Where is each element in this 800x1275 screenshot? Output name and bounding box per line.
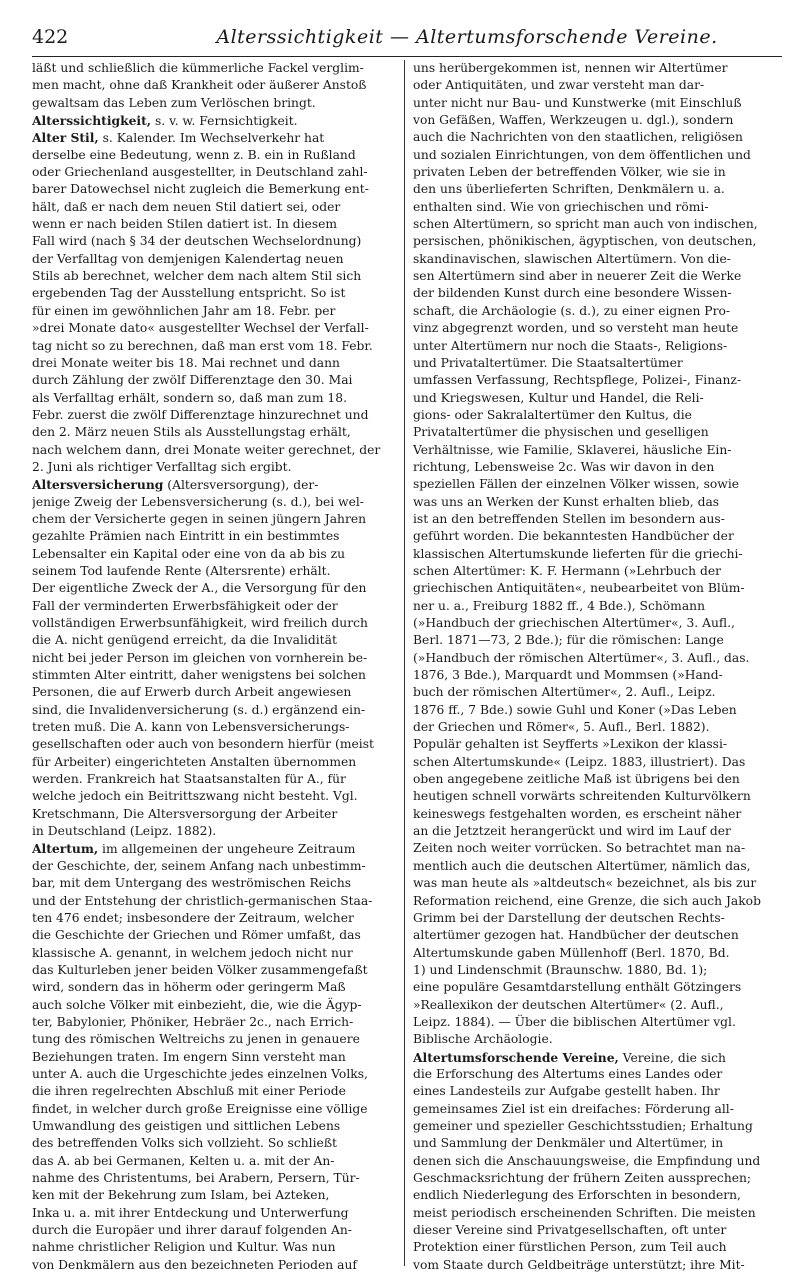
text-line [32,390,400,407]
line-text: Inka u. a. mit ihrer Entdeckung und Unterwerfung [32,1205,349,1220]
line-text: altertümer gezogen hat. Handbücher der deutschen [413,928,739,943]
line-text: seinem Tod laufende Rente (Altersrente) erhält. [32,563,331,578]
text-line [32,147,400,164]
line-text: durch Zählung der zwölf Differenztage den 30. Mai [32,373,353,388]
text-line [413,233,781,250]
text-line [32,1170,400,1187]
text-line [32,303,400,320]
line-text: wenn er nach beiden Stilen datiert ist. In diesem [32,217,338,232]
entry-headword: Altertumsforschende Vereine, [413,1049,619,1065]
line-text: chem der Versicherte gegen in seinen jüngern Jahren [32,511,367,526]
text-line [413,979,781,996]
text-line [413,615,781,632]
text-line [413,563,781,580]
line-text: Protektion einer fürstlichen Person, zum Teil auch [413,1240,727,1255]
text-line [413,997,781,1014]
text-line [413,598,781,615]
text-line [413,580,781,597]
text-line [413,77,781,94]
text-line [32,806,400,823]
text-line [413,1031,781,1048]
text-line [413,181,781,198]
line-text: Geschmacksrichtung der frühern Zeiten aussprechen; [413,1171,752,1185]
text-line [413,650,781,667]
text-line [413,320,781,337]
text-line [32,754,400,771]
text-line [413,129,781,146]
line-text: oder Antiquitäten, und zwar versteht man dar- [413,78,705,93]
text-line [413,390,781,407]
text-line [32,1205,400,1222]
line-text: geführt worden. Die bekanntesten Handbücher der [413,529,734,544]
text-line [32,320,400,337]
text-line [413,1205,781,1222]
text-line [32,927,400,944]
text-line [32,407,400,424]
text-line [32,788,400,805]
line-text: schaft, die Archäologie (s. d.), zu einer eignen Pro- [413,303,731,318]
text-line [413,338,781,355]
text-line [32,355,400,372]
entry-headword: Altersversicherung [32,477,164,493]
line-text: ten 476 endet; insbesondere der Zeitraum, welcher [32,910,354,925]
line-text: die Erforschung des Altertums eines Landes oder [413,1066,723,1081]
line-text: ter, Babylonier, Phöniker, Hebräer 2c., nach Errich- [32,1014,354,1029]
line-text: der Griechen und Römer«, 5. Aufl., Berl. 1882). [413,720,710,735]
text-line [32,60,400,77]
text-line [413,1153,781,1170]
text-line [32,598,400,615]
text-line [32,1153,400,1170]
line-text: Personen, die auf Erwerb durch Arbeit angewiesen [32,685,352,700]
line-text: in Deutschland (Leipz. 1882). [32,824,217,839]
text-line [32,442,400,459]
text-line [32,823,400,840]
line-text: Verhältnisse, wie Familie, Sklaverei, häusliche Ein- [413,442,732,457]
line-text: ergebenden Tag der Ausstellung entspricht. So ist [32,286,346,301]
text-line [32,702,400,719]
text-line [32,528,400,545]
text-line [32,268,400,285]
text-line [413,216,781,233]
text-line [32,476,400,493]
line-text: und der Entstehung der christlich-germanischen Staa- [32,893,373,908]
text-line [32,181,400,198]
text-line [413,494,781,511]
line-text: barer Datowechsel nicht zugleich die Bemerkung ent- [32,182,369,197]
line-text: Fall der verminderten Erwerbsfähigkeit oder der [32,598,338,613]
line-text: als Verfalltag erhält, sondern so, daß man zum 18. [32,390,347,405]
line-text: ist an den betreffenden Stellen im besondern aus- [413,511,725,526]
line-text: persischen, phönikischen, ägyptischen, von deutschen, [413,234,757,249]
line-text: Umwandlung des geistigen und sittlichen Lebens [32,1118,341,1133]
line-text: derselbe eine Bedeutung, wenn z. B. ein in Rußland [32,147,356,162]
line-text: s. Kalender. Im Wechselverkehr hat [98,131,325,146]
text-line [413,945,781,962]
line-text: den uns überlieferten Schriften, Denkmälern u. a. [413,182,725,197]
text-line [413,199,781,216]
text-line [32,164,400,181]
line-text: Vereine, die sich [618,1050,726,1065]
text-line [413,858,781,875]
line-text: was uns an Werken der Kunst erhalten blieb, das [413,494,720,509]
line-text: 1) und Lindenschmit (Braunschw. 1880, Bd. 1); [413,962,708,977]
line-text: läßt und schließlich die kümmerliche Fackel verglim- [32,61,364,75]
line-text: Berl. 1871—73, 2 Bde.); für die römischen: Lange [413,633,724,648]
line-text: vom Staate durch Geldbeiträge unterstützt; ihre Mit- [413,1257,745,1272]
text-line [413,546,781,563]
text-line [413,1257,781,1274]
line-text: Beziehungen traten. Im engern Sinn versteht man [32,1049,346,1064]
text-line [32,199,400,216]
text-line [413,407,781,424]
text-line [413,840,781,857]
line-text: schen Altertümern, so spricht man auch von indischen, [413,217,758,232]
line-text: findet, in welcher durch große Ereignisse eine völlige [32,1101,368,1116]
line-text: men macht, ohne daß Krankheit oder äußerer Anstoß [32,78,367,93]
line-text: Biblische Archäologie. [413,1032,553,1047]
text-line [413,1239,781,1256]
line-text: nahme des Christentums, bei Arabern, Persern, Tür- [32,1171,360,1185]
text-line [413,754,781,771]
line-text: sind, die Invalidenversicherung (s. d.) ergänzend ein- [32,702,366,717]
text-line [32,893,400,910]
line-text: Kretschmann, Die Altersversorgung der Arbeiter [32,806,338,821]
line-text: bar, mit dem Untergang des weströmischen Reichs [32,876,352,891]
text-line [32,1187,400,1204]
line-text: auch die Nachrichten von den staatlichen, religiösen [413,130,743,145]
line-text: die ihren regelrechten Abschluß mit einer Periode [32,1084,346,1099]
line-text: ken mit der Bekehrung zum Islam, bei Azteken, [32,1188,330,1203]
text-line [32,563,400,580]
text-line [413,1135,781,1152]
line-text: 2. Juni als richtiger Verfalltag sich ergibt. [32,459,292,474]
text-line [32,1049,400,1066]
line-text: durch die Europäer und ihrer darauf folgenden An- [32,1223,352,1238]
text-line [32,997,400,1014]
text-line [32,1066,400,1083]
text-line [413,355,781,372]
text-line [32,684,400,701]
line-text: oder Griechenland ausgestellter, in Deutschland zahl- [32,165,368,180]
line-text: was man heute als »altdeutsch« bezeichnet, als bis zur [413,876,757,891]
line-text: klassischen Altertumskunde lieferten für die griechi- [413,546,743,561]
line-text: gezahlte Prämien nach Eintritt in ein bestimmtes [32,529,340,544]
text-line [32,338,400,355]
text-line [32,667,400,684]
line-text: s. v. w. Fernsichtigkeit. [151,114,298,129]
line-text: heutigen schnell vorwärts schreitenden Kulturvölkern [413,789,751,804]
text-line [413,1101,781,1118]
text-line [413,372,781,389]
text-line [413,95,781,112]
line-text: auch solche Völker mit einbezieht, die, wie die Ägyp- [32,997,362,1012]
line-text: ner u. a., Freiburg 1882 ff., 4 Bde.), Schömann [413,598,705,613]
line-text: tung des römischen Weltreichs zu jenen in genauere [32,1032,360,1047]
line-text: nach welchem dann, drei Monate weiter gerechnet, der [32,442,381,457]
line-text: und Sammlung der Denkmäler und Altertümer, in [413,1136,724,1151]
line-text: werden. Frankreich hat Staatsanstalten für A., für [32,772,346,787]
line-text: der bildenden Kunst durch eine besondere Wissen- [413,286,732,301]
line-text: schen Altertumskunde« (Leipz. 1883, illustriert). Das [413,754,746,769]
line-text: nahme christlicher Religion und Kultur. Was nun [32,1240,336,1255]
line-text: gesellschaften oder auch von besondern hierfür (meist [32,737,374,752]
line-text: stimmten Alter eintritt, daher wenigstens bei solchen [32,668,366,683]
line-text: keineswegs festgehalten worden, es erscheint näher [413,806,742,821]
line-text: mentlich auch die deutschen Altertümer, nämlich das, [413,858,751,873]
line-text: gemeiner und spezieller Geschichtsstudien; Erhaltung [413,1118,753,1133]
line-text: 1876 ff., 7 Bde.) sowie Guhl und Koner (»Das Leben [413,702,737,717]
text-line [32,233,400,250]
text-line [413,528,781,545]
line-text: drei Monate weiter bis 18. Mai rechnet und dann [32,355,340,370]
text-line [413,702,781,719]
text-line [413,910,781,927]
line-text: klassische A. genannt, in welchem jedoch nicht nur [32,945,353,960]
line-text: (»Handbuch der griechischen Altertümer«, 3. Aufl., [413,616,735,630]
line-text: »drei Monate dato« ausgestellter Wechsel der Verfall- [32,321,369,336]
line-text: die Geschichte der Griechen und Römer umfaßt, das [32,928,361,943]
line-text: Febr. zuerst die zwölf Differenztage hinzurechnet und [32,407,369,422]
text-line [413,823,781,840]
text-line [413,962,781,979]
text-line [413,1066,781,1083]
line-text: privaten Leben der betreffenden Völker, wie sie in [413,165,726,180]
line-text: treten muß. Die A. kann von Lebensversicherungs- [32,720,350,735]
line-text: Grimm bei der Darstellung der deutschen Rechts- [413,910,725,925]
line-text: Populär gehalten ist Seyfferts »Lexikon der klassi- [413,737,728,752]
line-text: Stils ab berechnet, welcher dem nach altem Stil sich [32,269,362,284]
text-line [32,615,400,632]
text-line [32,858,400,875]
entry-headword: Alter Stil, [32,130,99,146]
line-text: für einen im gewöhnlichen Jahr am 18. Febr. per [32,303,336,318]
running-head: Alterssichtigkeit — Altertumsforschende Vereine. [216,26,718,48]
line-text: Zeiten noch weiter vorrücken. So betrachtet man na- [413,841,746,856]
line-text: vollständigen Erwerbsunfähigkeit, wird freilich durch [32,616,368,630]
line-text: Lebensalter ein Kapital oder eine von da ab bis zu [32,546,346,561]
line-text: von Gefäßen, Waffen, Werkzeugen u. dgl.), sondern [413,113,734,128]
text-line [32,1083,400,1100]
text-line [32,840,400,857]
text-line [32,1135,400,1152]
line-text: Der eigentliche Zweck der A., die Versorgung für den [32,581,367,596]
text-line [413,268,781,285]
line-text: des betreffenden Volks sich vollzieht. So schließt [32,1136,337,1151]
page-header [32,22,780,52]
line-text: speziellen Fällen der einzelnen Völker wissen, sowie [413,477,740,492]
line-text: eine populäre Gesamtdarstellung enthält Götzingers [413,980,742,995]
line-text: »Reallexikon der deutschen Altertümer« (2. Aufl., [413,997,724,1012]
line-text: den 2. März neuen Stils als Ausstellungstag erhält, [32,425,351,440]
text-line [32,1222,400,1239]
text-line [32,771,400,788]
line-text: vinz abgegrenzt worden, und so versteht man heute [413,321,739,336]
text-line [32,910,400,927]
line-text: welche jedoch ein Beitrittszwang nicht besteht. Vgl. [32,789,358,804]
text-line [413,667,781,684]
line-text: der Geschichte, der, seinem Anfang nach unbestimm- [32,858,366,873]
line-text: das A. ab bei Germanen, Kelten u. a. mit der An- [32,1153,335,1168]
text-line [413,1118,781,1135]
line-text: richtung, Lebensweise 2c. Was wir davon in den [413,459,715,474]
text-line [32,77,400,94]
text-line [32,285,400,302]
line-text: buch der römischen Altertümer«, 2. Aufl., Leipz. [413,685,716,700]
line-text: Fall wird (nach § 34 der deutschen Wechselordnung) [32,234,362,249]
text-line [32,459,400,476]
line-text: schen Altertümer: K. F. Hermann (»Lehrbuch der [413,563,722,578]
text-line [32,979,400,996]
text-line [413,285,781,302]
text-line [32,511,400,528]
line-text: und Kriegswesen, Kultur und Handel, die Reli- [413,390,704,405]
text-line [413,788,781,805]
text-line [413,459,781,476]
text-line [32,546,400,563]
text-line [32,1118,400,1135]
line-text: sen Altertümern sind aber in neuerer Zeit die Werke [413,269,742,284]
line-text: Reformation reichend, eine Grenze, die sich auch Jakob [413,893,761,908]
line-text: nicht bei jeder Person im gleichen von vornherein be- [32,650,368,665]
text-line [32,650,400,667]
text-line [413,1222,781,1239]
text-line [413,875,781,892]
line-text: enthalten sind. Wie von griechischen und römi- [413,199,709,214]
line-text: gemeinsames Ziel ist ein dreifaches: Förderung all- [413,1101,734,1116]
text-line [413,476,781,493]
text-line [413,251,781,268]
line-text: uns herübergekommen ist, nennen wir Altertümer [413,61,728,75]
line-text: unter A. auch die Urgeschichte jedes einzelnen Volks, [32,1066,368,1081]
text-line [32,736,400,753]
text-line [413,1187,781,1204]
line-text: im allgemeinen der ungeheure Zeitraum [98,842,356,857]
page-number: 422 [32,26,69,48]
left-column [32,60,400,1274]
text-line [32,1014,400,1031]
text-line [413,684,781,701]
line-text: wird, sondern das in höherm oder geringerm Maß [32,980,346,995]
header-rule [32,56,782,57]
column-divider [404,60,405,1266]
line-text: jenige Zweig der Lebensversicherung (s. d.), bei wel- [32,494,364,509]
text-line [413,736,781,753]
text-line [413,60,781,77]
line-text: endlich Niederlegung des Erforschten in besondern, [413,1188,741,1203]
line-text: die A. nicht genügend erreicht, da die Invalidität [32,633,337,648]
line-text: von Denkmälern aus den bezeichneten Perioden auf [32,1257,357,1272]
text-line [32,719,400,736]
text-line [32,875,400,892]
line-text: griechischen Antiquitäten«, neubearbeitet von Blüm- [413,581,745,596]
text-line [32,372,400,389]
text-line [413,1049,781,1066]
line-text: das Kulturleben jener beiden Völker zusammengefaßt [32,962,368,977]
text-line [413,442,781,459]
line-text: oben angegebene zeitliche Maß ist übrigens bei den [413,772,740,787]
text-line [32,580,400,597]
line-text: und sozialen Einrichtungen, von dem öffentlichen und [413,147,751,162]
line-text: eines Landesteils zur Aufgabe gestellt haben. Ihr [413,1084,720,1099]
text-line [32,424,400,441]
line-text: tag nicht so zu berechnen, daß man erst vom 18. Febr. [32,338,373,353]
line-text: für Arbeiter) eingerichteten Anstalten übernommen [32,754,357,769]
line-text: Altertumskunde gaben Müllenhoff (Berl. 1870, Bd. [413,945,730,960]
line-text: meist periodisch erscheinenden Schriften. Die meisten [413,1205,756,1220]
text-line [32,1239,400,1256]
line-text: gions- oder Sakralaltertümer den Kultus, die [413,407,692,422]
text-line [413,632,781,649]
text-line [32,129,400,146]
line-text: hält, daß er nach dem neuen Stil datiert sei, oder [32,199,341,214]
line-text: umfassen Verfassung, Rechtspflege, Polizei-, Finanz- [413,373,742,388]
line-text: der Verfalltag von demjenigen Kalendertag neuen [32,251,344,266]
line-text: (»Handbuch der römischen Altertümer«, 3. Aufl., das. [413,650,750,665]
line-text: unter Altertümern nur noch die Staats-, Religions- [413,338,728,353]
text-line [413,719,781,736]
text-line [32,216,400,233]
line-text: Privataltertümer die physischen und geselligen [413,425,709,440]
text-line [413,806,781,823]
text-line [32,1101,400,1118]
text-line [32,494,400,511]
text-line [32,632,400,649]
line-text: an die Jetztzeit herangerückt und wird im Lauf der [413,824,731,839]
text-line [32,95,400,112]
text-line [413,164,781,181]
text-line [32,1257,400,1274]
text-line [413,424,781,441]
text-line [413,1083,781,1100]
right-column [413,60,781,1274]
line-text: gewaltsam das Leben zum Verlöschen bringt. [32,95,316,110]
line-text: Leipz. 1884). — Über die biblischen Altertümer vgl. [413,1014,736,1029]
text-line [413,112,781,129]
text-line [413,1170,781,1187]
entry-headword: Altertum, [32,841,99,857]
text-line [413,893,781,910]
entry-headword: Alterssichtigkeit, [32,113,152,129]
line-text: unter nicht nur Bau- und Kunstwerke (mit Einschluß [413,95,742,110]
text-line [32,945,400,962]
line-text: (Altersversorgung), der- [163,478,319,493]
line-text: 1876, 3 Bde.), Marquardt und Mommsen (»Hand- [413,668,723,683]
text-line [413,303,781,320]
text-line [413,511,781,528]
text-line [32,251,400,268]
text-line [413,147,781,164]
line-text: skandinavischen, slawischen Altertümern. Von die- [413,251,731,266]
line-text: dieser Vereine sind Privatgesellschaften, oft unter [413,1223,727,1238]
text-line [413,771,781,788]
line-text: und Privataltertümer. Die Staatsaltertümer [413,355,683,370]
line-text: denen sich die Anschauungsweise, die Empfindung und [413,1153,761,1168]
text-line [32,1031,400,1048]
text-line [413,927,781,944]
text-line [413,1014,781,1031]
text-line [32,112,400,129]
text-line [32,962,400,979]
